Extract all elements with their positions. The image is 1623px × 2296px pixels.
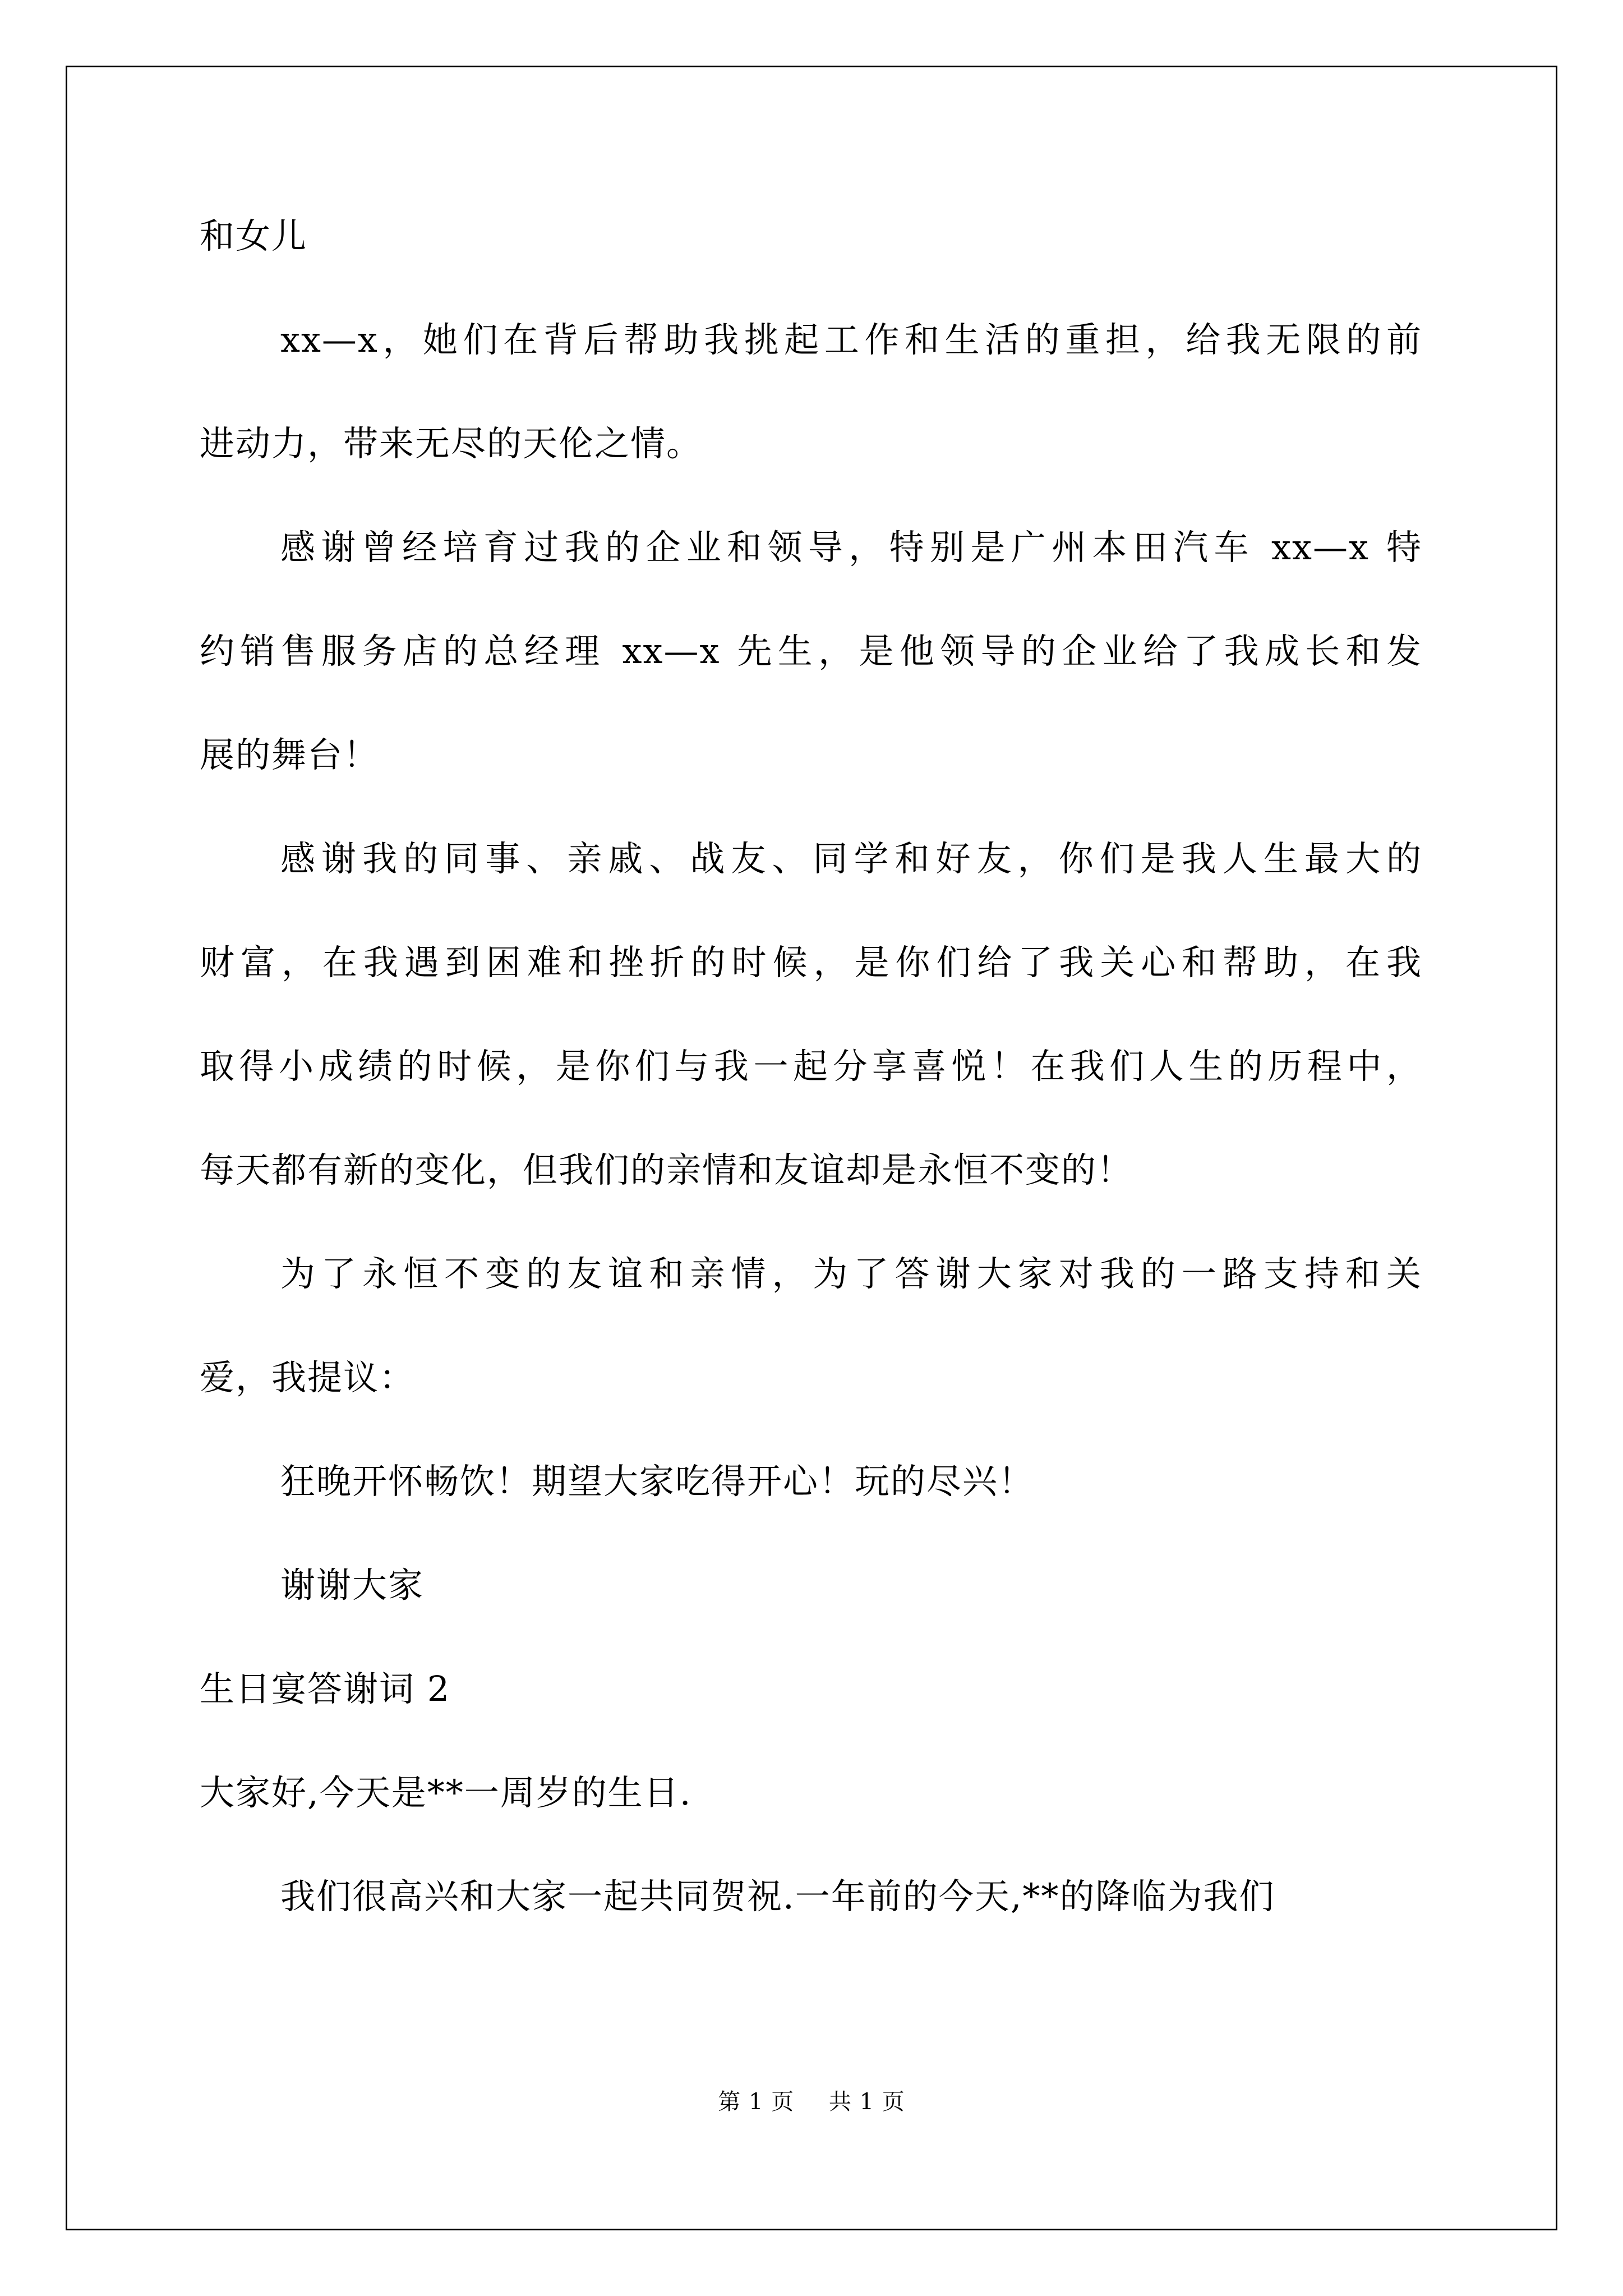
paragraph-line: 财富，在我遇到困难和挫折的时候，是你们给了我关心和帮助，在我 (200, 942, 1422, 983)
paragraph-line: 爱，我提议： (200, 1357, 416, 1398)
paragraph-line: 和女儿 (200, 215, 308, 256)
paragraph-line: 感谢曾经培育过我的企业和领导，特别是广州本田汽车 xx—x 特 (280, 527, 1422, 568)
paragraph-line: 约销售服务店的总经理 xx—x 先生，是他领导的企业给了我成长和发 (200, 631, 1422, 671)
paragraph-line: xx—x，她们在背后帮助我挑起工作和生活的重担，给我无限的前 (280, 319, 1422, 360)
paragraph-line: 每天都有新的变化，但我们的亲情和友谊却是永恒不变的！ (200, 1149, 1133, 1190)
paragraph-line: 进动力，带来无尽的天伦之情。 (200, 423, 703, 464)
paragraph-line: 大家好,今天是**一周岁的生日. (200, 1772, 692, 1813)
paragraph-line: 谢谢大家 (280, 1565, 425, 1605)
paragraph-line: 狂晚开怀畅饮！期望大家吃得开心！玩的尽兴！ (280, 1461, 1035, 1502)
paragraph-line: 取得小成绩的时候，是你们与我一起分享喜悦！在我们人生的历程中， (200, 1046, 1422, 1087)
page-footer (0, 2088, 1623, 2116)
paragraph-line: 感谢我的同事、亲戚、战友、同学和好友，你们是我人生最大的 (280, 838, 1422, 879)
paragraph-line: 展的舞台！ (200, 734, 380, 775)
paragraph-line: 我们很高兴和大家一起共同贺祝.一年前的今天,**的降临为我们 (280, 1876, 1275, 1917)
page-number-current: 第 1 页 (718, 2089, 795, 2115)
page-number-total: 共 1 页 (828, 2089, 905, 2115)
paragraph-line: 为了永恒不变的友谊和亲情，为了答谢大家对我的一路支持和关 (280, 1253, 1422, 1294)
section-heading: 生日宴答谢词 2 (200, 1668, 451, 1709)
